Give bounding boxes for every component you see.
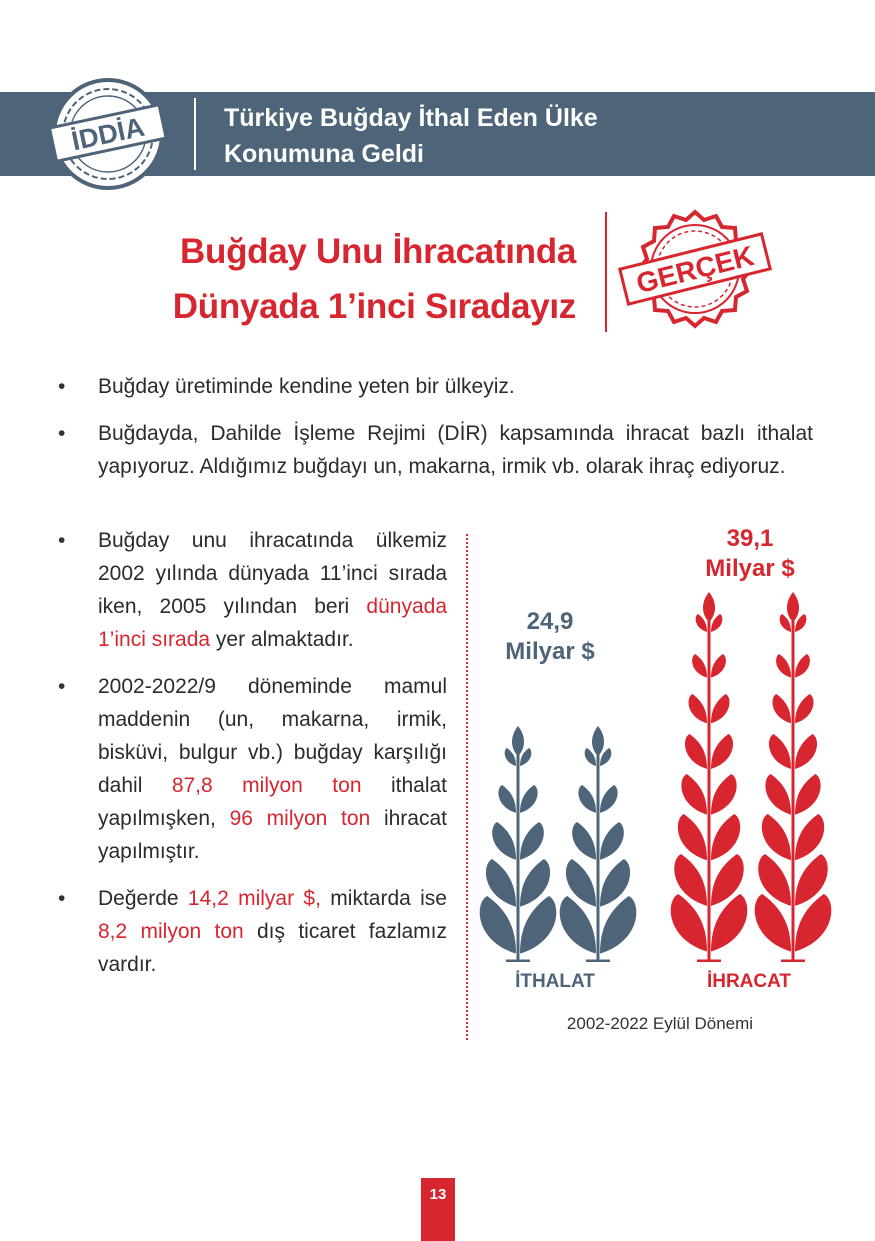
bullet-text: yer almaktadır. — [210, 628, 354, 651]
export-category-label: İHRACAT — [706, 971, 792, 992]
import-category-label: İTHALAT — [515, 971, 595, 992]
export-unit: Milyar $ — [705, 555, 795, 582]
bullet-item — [58, 670, 447, 868]
svg-text:İDDİA: İDDİA — [68, 111, 148, 157]
export-value: 39,1 — [726, 525, 774, 552]
import-unit: Milyar $ — [505, 638, 595, 665]
import-value-label — [470, 607, 630, 667]
heading-line1: Buğday Unu İhracatında — [180, 232, 576, 271]
import-wheat-icon — [477, 726, 559, 967]
heading-divider — [605, 212, 607, 332]
bullet-text: Değerde — [98, 887, 188, 910]
highlight-text: 96 milyon ton — [229, 807, 371, 830]
banner-divider — [194, 98, 196, 170]
svg-text:GERÇEK: GERÇEK — [633, 239, 757, 300]
bullet-text: dış ticaret fazlamız vardır. — [98, 920, 447, 976]
import-wheat-icon — [557, 726, 639, 967]
banner-title-line2: Konumuna Geldi — [224, 140, 424, 168]
page-heading — [100, 224, 576, 334]
bullet-item: • Buğday üretiminde kendine yeten bir ülkeyiz. — [58, 370, 813, 403]
heading-line2: Dünyada 1’inci Sıradayız — [172, 287, 576, 326]
banner-title — [224, 100, 784, 172]
highlight-text: 14,2 milyar $, — [187, 887, 321, 910]
export-wheat-icon — [752, 592, 834, 967]
bullet-text: miktarda ise — [320, 887, 447, 910]
import-value: 24,9 — [526, 608, 574, 635]
banner-title-line1: Türkiye Buğday İthal Eden Ülke — [224, 104, 598, 132]
bullet-item — [58, 882, 447, 981]
bullet-text: ihracat yapılmıştır. — [98, 807, 447, 863]
bullet-text: Buğday unu ihracatında ülkemiz 2002 yılında dünyada 11’inci sırada iken, 2005 yılından beri — [98, 529, 447, 618]
chart-caption: 2002-2022 Eylül Dönemi — [566, 1014, 754, 1033]
bullet-text: ithalat yapılmışken, — [98, 774, 447, 830]
bullet-item: • Buğdayda, Dahilde İşleme Rejimi (DİR) kapsamında ihracat bazlı ithalat yapıyoruz. Aldığımız buğdayı un, makarna, irmik vb. olarak ihraç ediyoruz. — [58, 417, 813, 483]
dotted-divider — [466, 534, 468, 1040]
highlight-text: 87,8 milyon ton — [171, 774, 362, 797]
export-wheat-icon — [668, 592, 750, 967]
bullet-text: 2002-2022/9 döneminde mamul maddenin (un, makarna, irmik, bisküvi, bulgur vb.) buğday karşılığı dahil — [98, 675, 447, 797]
highlight-text: dünyada 1’inci sırada — [98, 595, 447, 651]
highlight-text: 8,2 milyon ton — [98, 920, 244, 943]
iddia-stamp — [44, 76, 172, 192]
page-number: 13 — [421, 1178, 455, 1241]
bullet-list-full — [58, 370, 813, 497]
export-value-label — [670, 524, 830, 584]
bullet-item — [58, 524, 447, 656]
bullet-list-narrow — [58, 524, 447, 995]
gercek-stamp — [618, 206, 772, 340]
